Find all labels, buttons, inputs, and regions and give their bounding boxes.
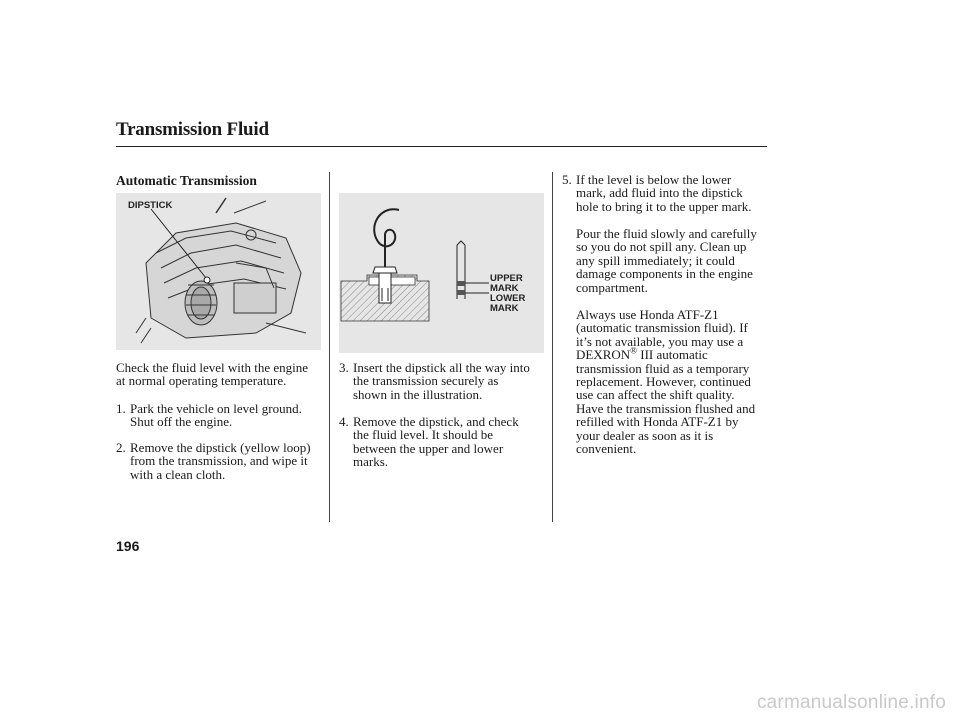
fluid-line-3: it’s not available, you may use a <box>576 333 744 349</box>
step-text: Remove the dipstick, and check the fluid level. It should be between the upper and lower marks. <box>353 414 519 470</box>
title-rule <box>116 146 767 147</box>
step-text: Remove the dipstick (yellow loop) from the transmission, and wipe it with a clean cloth. <box>130 440 311 482</box>
step-number: 5. <box>562 172 572 187</box>
engine-dipstick-figure <box>116 193 321 350</box>
step-text: If the level is below the lower mark, add fluid into the dipstick hole to bring it to the upper mark. <box>576 172 752 214</box>
fluid-type-paragraph <box>576 308 776 455</box>
engine-illustration <box>116 193 321 350</box>
fluid-rest: transmission fluid as a temporary replacement. However, continued use can affect the shift quality. Have the transmission flushed and refilled with Honda ATF-Z1 by your dealer as soon as it is convenient. <box>576 360 756 457</box>
step-number: 1. <box>116 401 126 416</box>
page-title: Transmission Fluid <box>116 119 269 140</box>
dipstick-marks-figure <box>339 193 544 353</box>
dexron-brand: DEXRON <box>576 347 631 363</box>
section-heading: Automatic Transmission <box>116 173 257 188</box>
watermark: carmanualsonline.info <box>756 692 946 713</box>
dipstick-label: DIPSTICK <box>128 200 173 211</box>
column-divider-1 <box>329 172 330 522</box>
step-text: Park the vehicle on level ground. Shut off the engine. <box>130 401 302 430</box>
lower-mark-label: LOWER MARK <box>490 293 526 314</box>
step-number: 4. <box>339 414 349 429</box>
intro-paragraph: Check the fluid level with the engine at normal operating temperature. <box>116 360 309 389</box>
page-number: 196 <box>116 538 140 554</box>
fluid-line-1: Always use Honda ATF-Z1 <box>576 307 719 322</box>
upper-mark-label: UPPER MARK <box>490 273 523 294</box>
step-number: 3. <box>339 360 349 375</box>
step-text: Insert the dipstick all the way into the transmission securely as shown in the illustration. <box>353 360 530 402</box>
dexron-suffix: III automatic <box>637 347 708 363</box>
fluid-line-2: (automatic transmission fluid). If <box>576 320 748 336</box>
fluid-line-4 <box>576 345 776 363</box>
registered-mark: ® <box>630 345 638 356</box>
spill-caution-paragraph: Pour the fluid slowly and carefully so you do not spill any. Clean up any spill immediately; it could damage components in the engine compartment. <box>576 226 757 295</box>
step-number: 2. <box>116 440 126 455</box>
column-divider-2 <box>552 172 553 522</box>
